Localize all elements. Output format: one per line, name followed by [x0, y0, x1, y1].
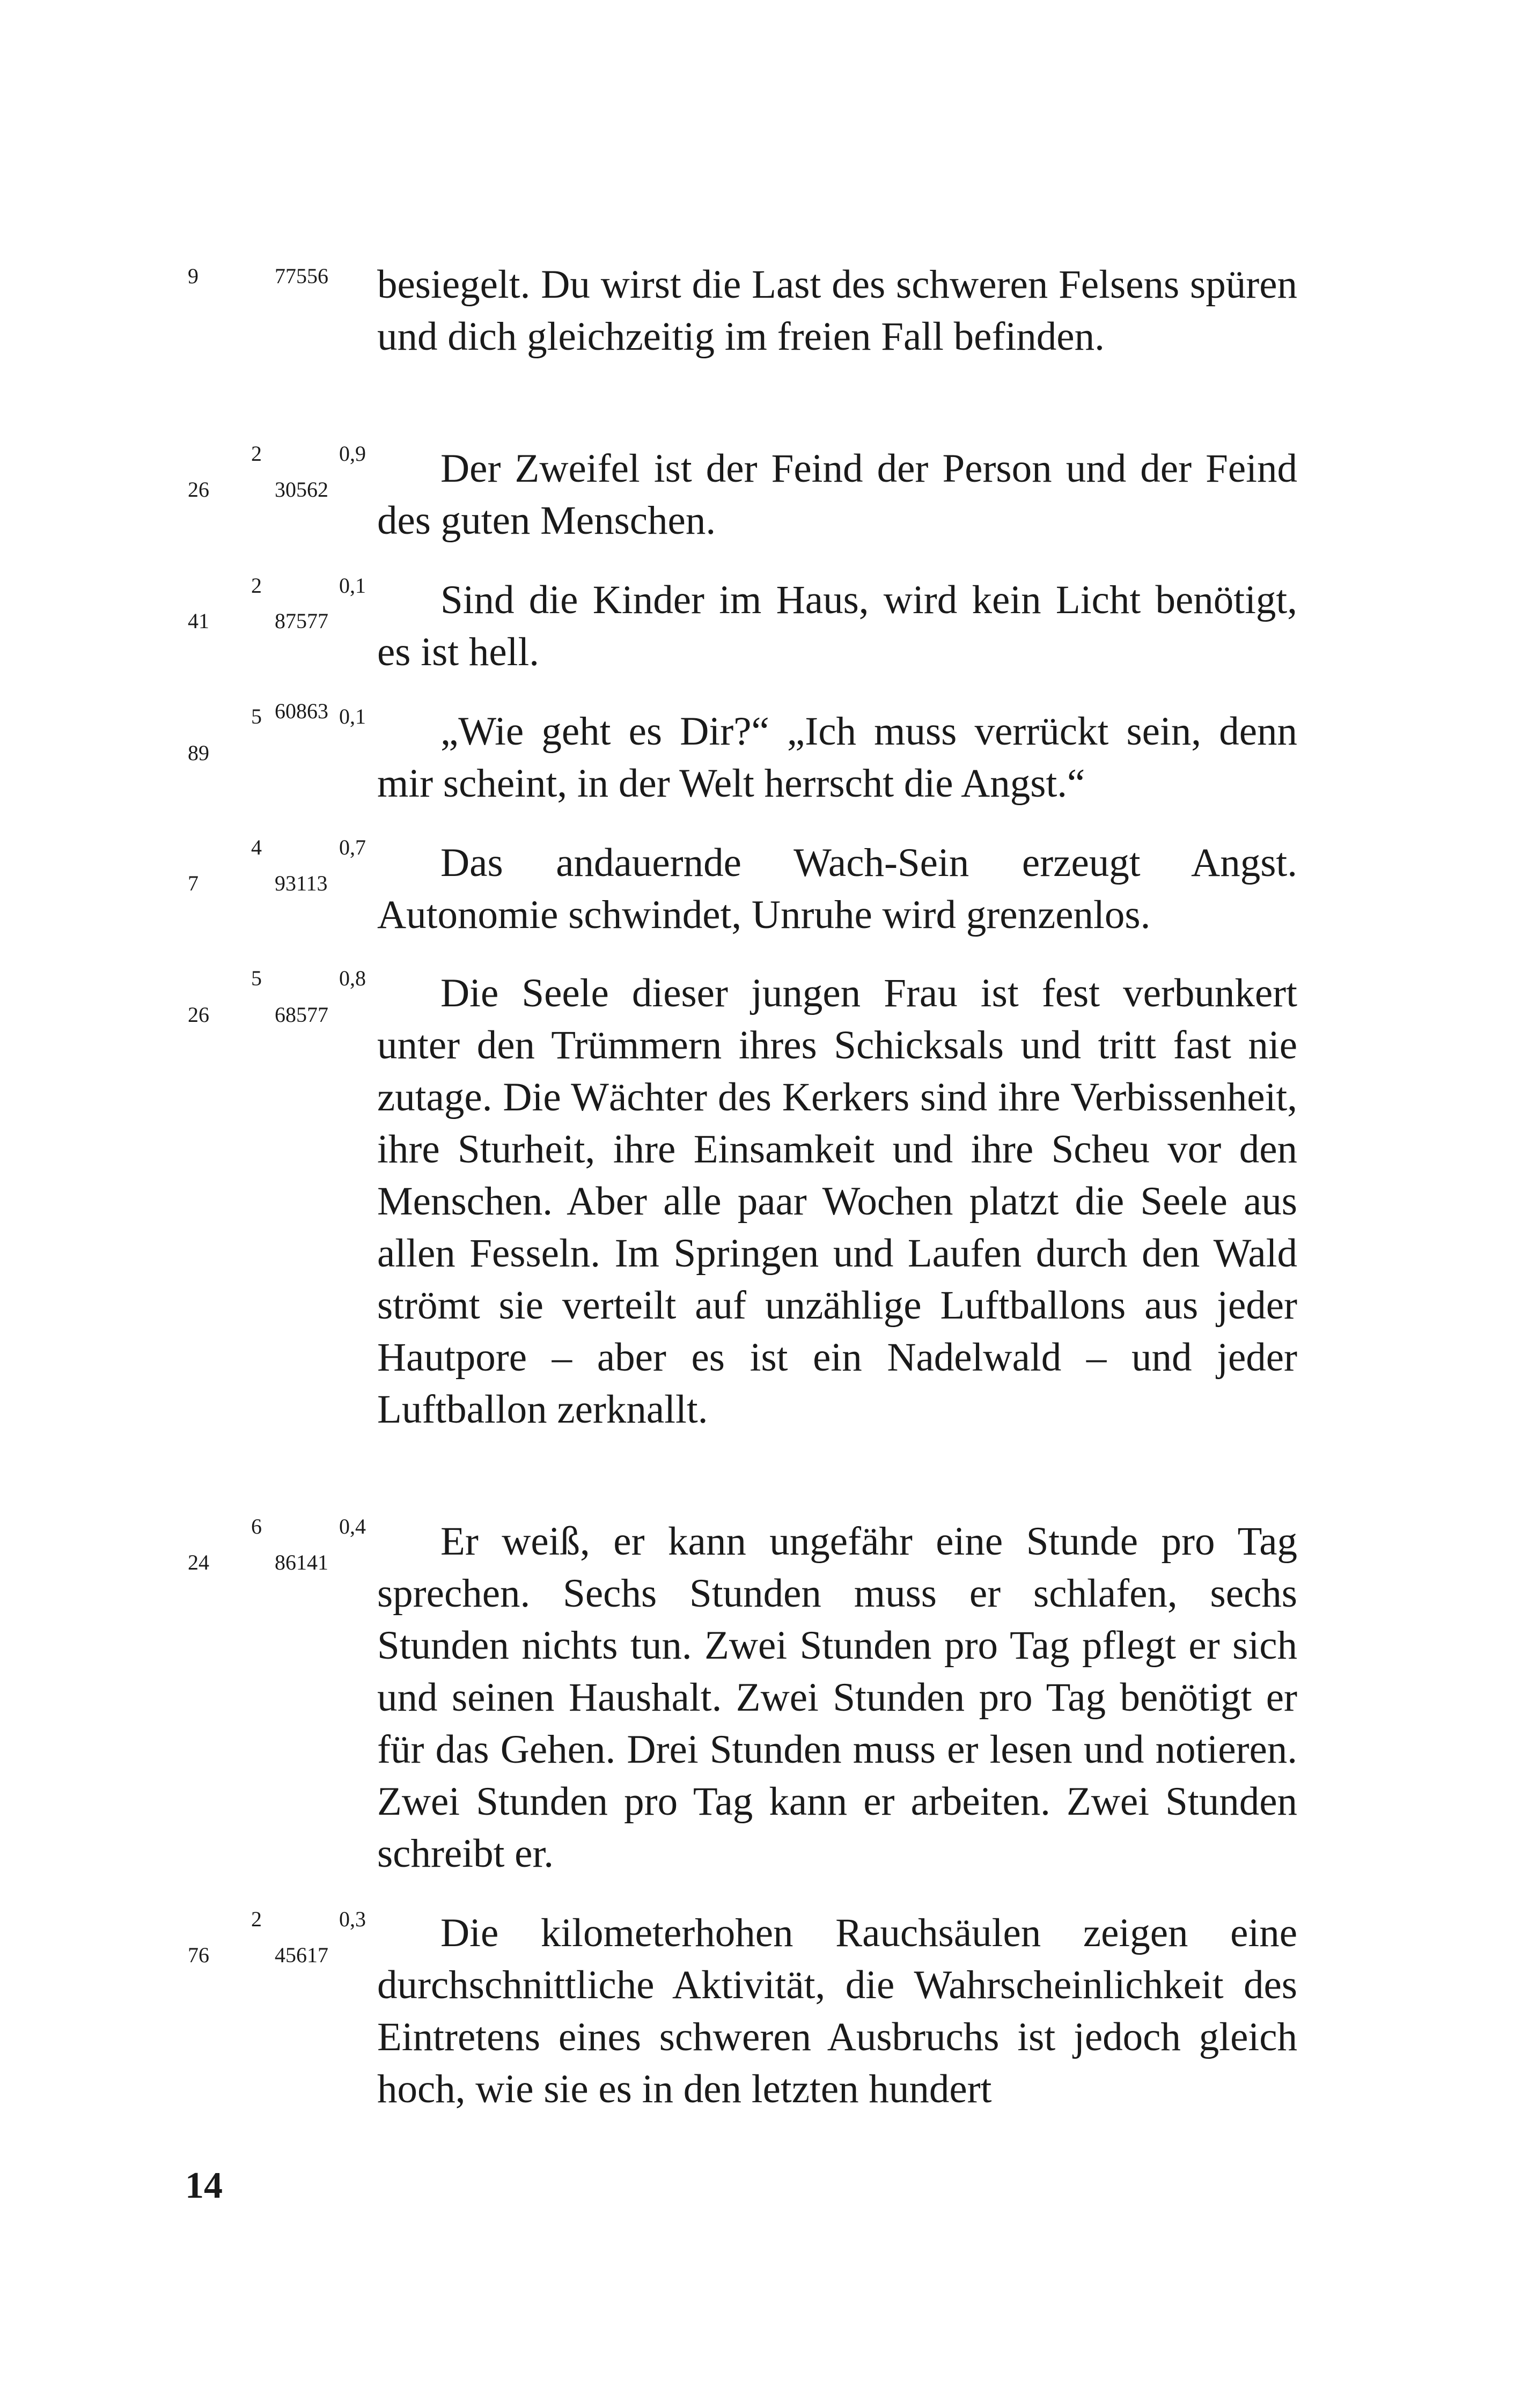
entry-number-b: 2: [251, 441, 262, 466]
entry-text: besiegelt. Du wirst die Last des schweren Felsens spüren und dich gleichzeitig im freien Fall befinden.: [377, 262, 1297, 359]
entry-number-b: 4: [251, 835, 262, 859]
entry-number-d: 0,4: [339, 1514, 366, 1538]
entry-number-c: 45617: [275, 1943, 328, 1967]
entry-number-d: 0,1: [339, 573, 366, 598]
entry-number-a: 9: [188, 264, 199, 288]
entry-number-b: 2: [251, 573, 262, 598]
entry-text: Das andauernde Wach-Sein erzeugt Angst. Autonomie schwindet, Unruhe wird grenzenlos.: [377, 841, 1297, 937]
entry-number-c: 68577: [275, 1003, 328, 1027]
entry-number-b: 5: [251, 966, 262, 990]
entry-number-c: 30562: [275, 477, 328, 502]
page-number: 14: [185, 2165, 223, 2206]
entry-number-c: 86141: [275, 1550, 328, 1574]
entry-text: Die Seele dieser jungen Frau ist fest verbunkert unter den Trümmern ihres Schicksals und tritt fast nie zutage. Die Wächter des Kerkers sind ihre Verbissenheit, ihre Sturheit, ihre Einsamkeit und ihre Scheu vor den Menschen. Aber alle paar Wochen platzt die Seele aus allen Fesseln. Im Springen und Laufen durch den Wald strömt sie verteilt auf unzählige Luftballons aus jeder Hautpore – aber es ist ein Nadelwald – und jeder Luftballon zerknallt.: [377, 971, 1297, 1432]
entry-number-c: 60863: [275, 699, 328, 723]
entry-number-a: 26: [188, 1003, 209, 1027]
entry-text: Der Zweifel ist der Feind der Person und der Feind des guten Menschen.: [377, 446, 1297, 543]
entry-number-d: 0,8: [339, 966, 366, 990]
entry-number-c: 77556: [275, 264, 328, 288]
entry-number-d: 0,7: [339, 835, 366, 859]
entry-number-a: 26: [188, 477, 209, 502]
entry-number-a: 24: [188, 1550, 209, 1574]
entry-number-a: 76: [188, 1943, 209, 1967]
entry-text: „Wie geht es Dir?“ „Ich muss verrückt sein, denn mir scheint, in der Welt herrscht die Angst.“: [377, 709, 1297, 806]
entry-number-b: 5: [251, 704, 262, 728]
entry-number-b: 2: [251, 1907, 262, 1931]
entry-number-a: 7: [188, 871, 199, 895]
entry-number-b: 6: [251, 1514, 262, 1538]
entry-number-a: 89: [188, 741, 209, 765]
entry-number-d: 0,9: [339, 441, 366, 466]
entry-number-a: 41: [188, 609, 209, 633]
entry-text: Die kilometerhohen Rauchsäulen zeigen eine durchschnittliche Aktivität, die Wahrscheinlichkeit des Eintretens eines schweren Ausbruchs ist jedoch gleich hoch, wie sie es in den letzten hundert: [377, 1911, 1297, 2111]
entry-number-d: 0,3: [339, 1907, 366, 1931]
entry-number-c: 93113: [275, 871, 328, 895]
entry-number-d: 0,1: [339, 704, 366, 728]
entry-text: Sind die Kinder im Haus, wird kein Licht benötigt, es ist hell.: [377, 578, 1297, 674]
entry-text: Er weiß, er kann ungefähr eine Stunde pro Tag sprechen. Sechs Stunden muss er schlafen, sechs Stunden nichts tun. Zwei Stunden pro Tag pflegt er sich und seinen Haushalt. Zwei Stunden pro Tag benötigt er für das Gehen. Drei Stunden muss er lesen und notieren. Zwei Stunden pro Tag kann er arbeiten. Zwei Stunden schreibt er.: [377, 1519, 1297, 1876]
entry-number-c: 87577: [275, 609, 328, 633]
